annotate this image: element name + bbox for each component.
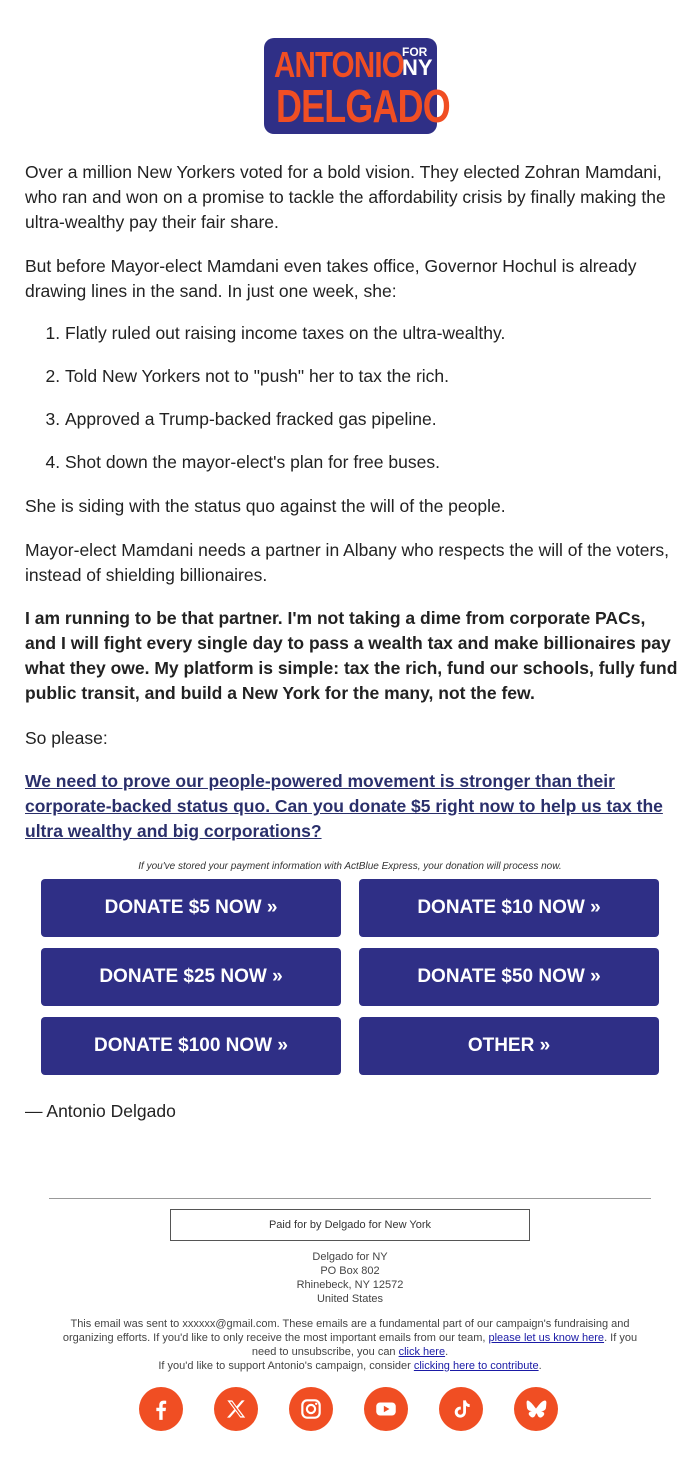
donate-5-button[interactable]: DONATE $5 NOW » — [41, 879, 341, 937]
donate-ask-link[interactable]: We need to prove our people-powered movement is stronger than their corporate-backed status quo. Can you donate $5 right now to help us tax the ultra wealthy and big corporations? — [25, 771, 663, 841]
hochul-actions-list — [25, 321, 700, 493]
list-item: 3. Approved a Trump-backed fracked gas pipeline. — [65, 407, 700, 432]
donate-50-button[interactable]: DONATE $50 NOW » — [359, 948, 659, 1006]
unsubscribe-text: . If you need to unsubscribe, you can — [251, 1332, 638, 1358]
paragraph-intro: Over a million New Yorkers voted for a bold vision. They elected Zohran Mamdani, who ran and won on a promise to tackle the affordability crisis by finally making the ultra-wealthy pay their fair share. — [25, 162, 666, 232]
donate-10-button[interactable]: DONATE $10 NOW » — [359, 879, 659, 937]
logo-ny: NY — [402, 55, 433, 80]
contribute-notice — [50, 1359, 650, 1373]
facebook-icon[interactable] — [139, 1387, 183, 1431]
donate-25-button[interactable]: DONATE $25 NOW » — [41, 948, 341, 1006]
signature: — Antonio Delgado — [25, 1101, 176, 1121]
donate-100-button[interactable]: DONATE $100 NOW » — [41, 1017, 341, 1075]
paragraph-status-quo: She is siding with the status quo against the will of the people. — [25, 496, 506, 516]
paragraph-so-please: So please: — [25, 728, 108, 748]
address-line: PO Box 802 — [320, 1265, 380, 1277]
address-line: Rhinebeck, NY 12572 — [296, 1279, 404, 1291]
campaign-logo[interactable] — [264, 38, 450, 134]
contribute-text: If you'd like to support Antonio's campaign, consider — [158, 1360, 414, 1372]
address-line: Delgado for NY — [312, 1251, 388, 1263]
paid-for-disclaimer: Paid for by Delgado for New York — [170, 1209, 530, 1241]
logo-for: FOR — [402, 45, 428, 59]
mailing-address — [0, 1250, 700, 1306]
paragraph-donate-ask — [25, 769, 680, 844]
period: . — [445, 1346, 449, 1358]
logo-first-name: ANTONIO — [274, 44, 404, 85]
actblue-express-note: If you've stored your payment information with ActBlue Express, your donation will process now. — [138, 861, 562, 872]
youtube-icon[interactable] — [364, 1387, 408, 1431]
paragraph-platform: I am running to be that partner. I'm not taking a dime from corporate PACs, and I will fight every single day to pass a wealth tax and make billionaires pay what they owe. My platform is simple: tax the rich, fund our schools, fully fund public transit, and build a New York for the many, not the few. — [25, 608, 678, 703]
x-icon[interactable] — [214, 1387, 258, 1431]
footer-fine-print — [50, 1317, 650, 1373]
contribute-link[interactable]: clicking here to contribute — [413, 1360, 539, 1372]
list-item: 4. Shot down the mayor-elect's plan for free buses. — [65, 450, 700, 475]
tiktok-icon[interactable] — [439, 1387, 483, 1431]
unsubscribe-link[interactable]: click here — [398, 1346, 446, 1358]
address-line: United States — [316, 1293, 384, 1305]
list-item: 1. Flatly ruled out raising income taxes on the ultra-wealthy. — [65, 321, 700, 346]
list-item: 2. Told New Yorkers not to "push" her to tax the rich. — [65, 364, 700, 389]
donate-other-button[interactable]: OTHER » — [359, 1017, 659, 1075]
period: . — [538, 1360, 542, 1372]
logo-last-name: DELGADO — [276, 80, 450, 132]
paragraph-hochul: But before Mayor-elect Mamdani even takes office, Governor Hochul is already drawing lines in the sand. In just one week, she: — [25, 256, 637, 301]
email-notice-text: This email was sent to xxxxxx@gmail.com. These emails are a fundamental part of our campaign's fundraising and organizing efforts. If you'd like to only receive the most important emails from our team, — [62, 1318, 630, 1344]
bluesky-icon[interactable] — [514, 1387, 558, 1431]
paragraph-partner: Mayor-elect Mamdani needs a partner in Albany who respects the will of the voters, instead of shielding billionaires. — [25, 540, 669, 585]
email-notice — [50, 1317, 650, 1359]
preferences-link[interactable]: please let us know here — [488, 1332, 605, 1344]
footer-divider — [49, 1198, 651, 1199]
instagram-icon[interactable] — [289, 1387, 333, 1431]
